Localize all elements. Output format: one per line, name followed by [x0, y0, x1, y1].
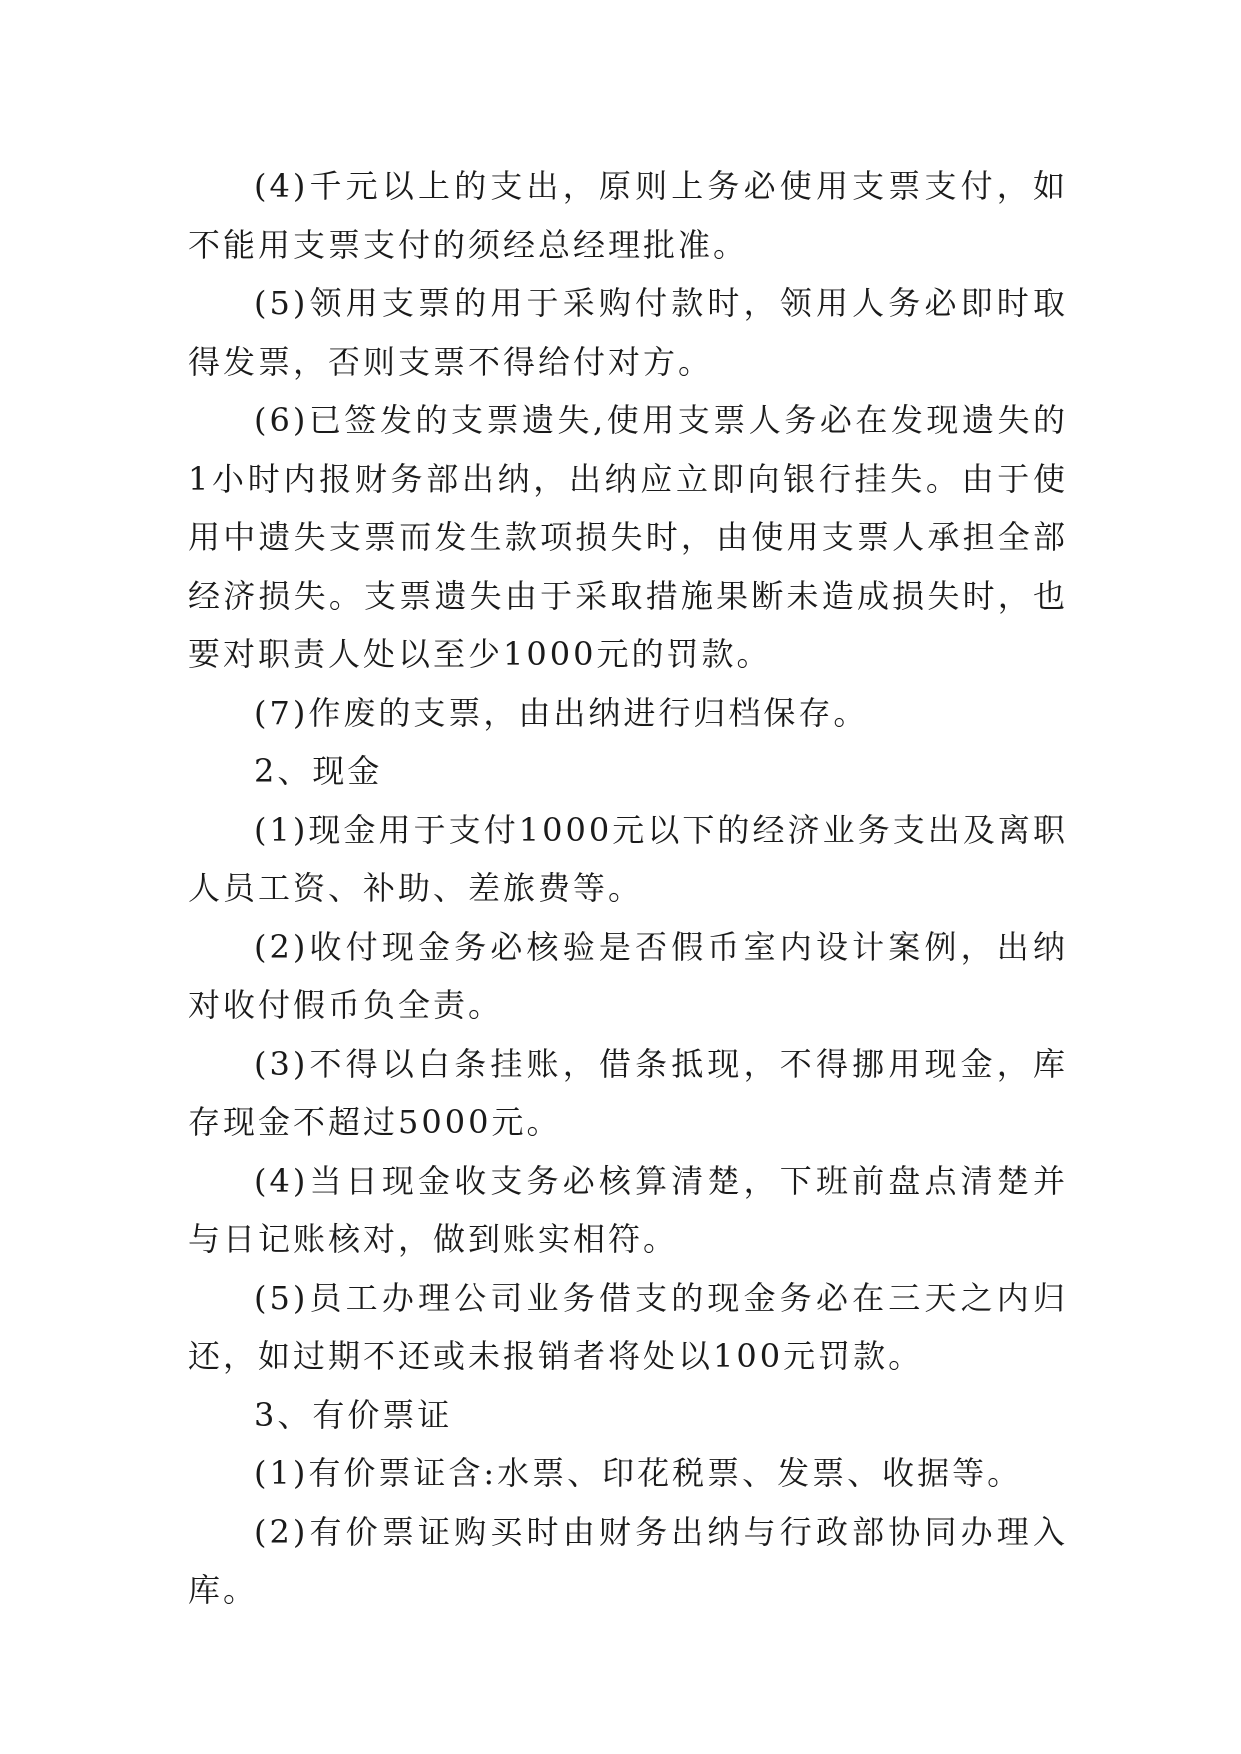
paragraph-cheque-item-7: (7)作废的支票，由出纳进行归档保存。	[254, 693, 869, 732]
body-text	[188, 157, 1068, 1620]
section-heading-cash: 2、现金	[254, 752, 383, 790]
paragraph-cash-item-5: (5)员工办理公司业务借支的现金务必在三天之内归还，如过期不还或未报销者将处以100元罚款。	[188, 1278, 1068, 1375]
paragraph-voucher-item-1: (1)有价票证含:水票、印花税票、发票、收据等。	[254, 1454, 1023, 1492]
paragraph-cheque-item-5: (5)领用支票的用于采购付款时，领用人务必即时取得发票，否则支票不得给付对方。	[188, 284, 1068, 381]
paragraph-cash-item-2: (2)收付现金务必核验是否假币室内设计案例，出纳对收付假币负全责。	[188, 927, 1068, 1024]
paragraph-cash-item-1: (1)现金用于支付1000元以下的经济业务支出及离职人员工资、补助、差旅费等。	[188, 810, 1068, 907]
paragraph-cash-item-3: (3)不得以白条挂账，借条抵现，不得挪用现金，库存现金不超过5000元。	[188, 1044, 1068, 1141]
paragraph-cheque-item-4: (4)千元以上的支出，原则上务必使用支票支付，如不能用支票支付的须经总经理批准。	[188, 167, 1068, 264]
paragraph-cheque-item-6: (6)已签发的支票遗失,使用支票人务必在发现遗失的1小时内报财务部出纳，出纳应立即向银行挂失。由于使用中遗失支票而发生款项损失时，由使用支票人承担全部经济损失。支票遗失由于采取措施果断未造成损失时，也要对职责人处以至少1000元的罚款。	[188, 401, 1068, 673]
paragraph-voucher-item-2: (2)有价票证购买时由财务出纳与行政部协同办理入库。	[188, 1512, 1068, 1609]
paragraph-cash-item-4: (4)当日现金收支务必核算清楚，下班前盘点清楚并与日记账核对，做到账实相符。	[188, 1161, 1068, 1258]
section-heading-valuable-vouchers: 3、有价票证	[254, 1395, 453, 1434]
